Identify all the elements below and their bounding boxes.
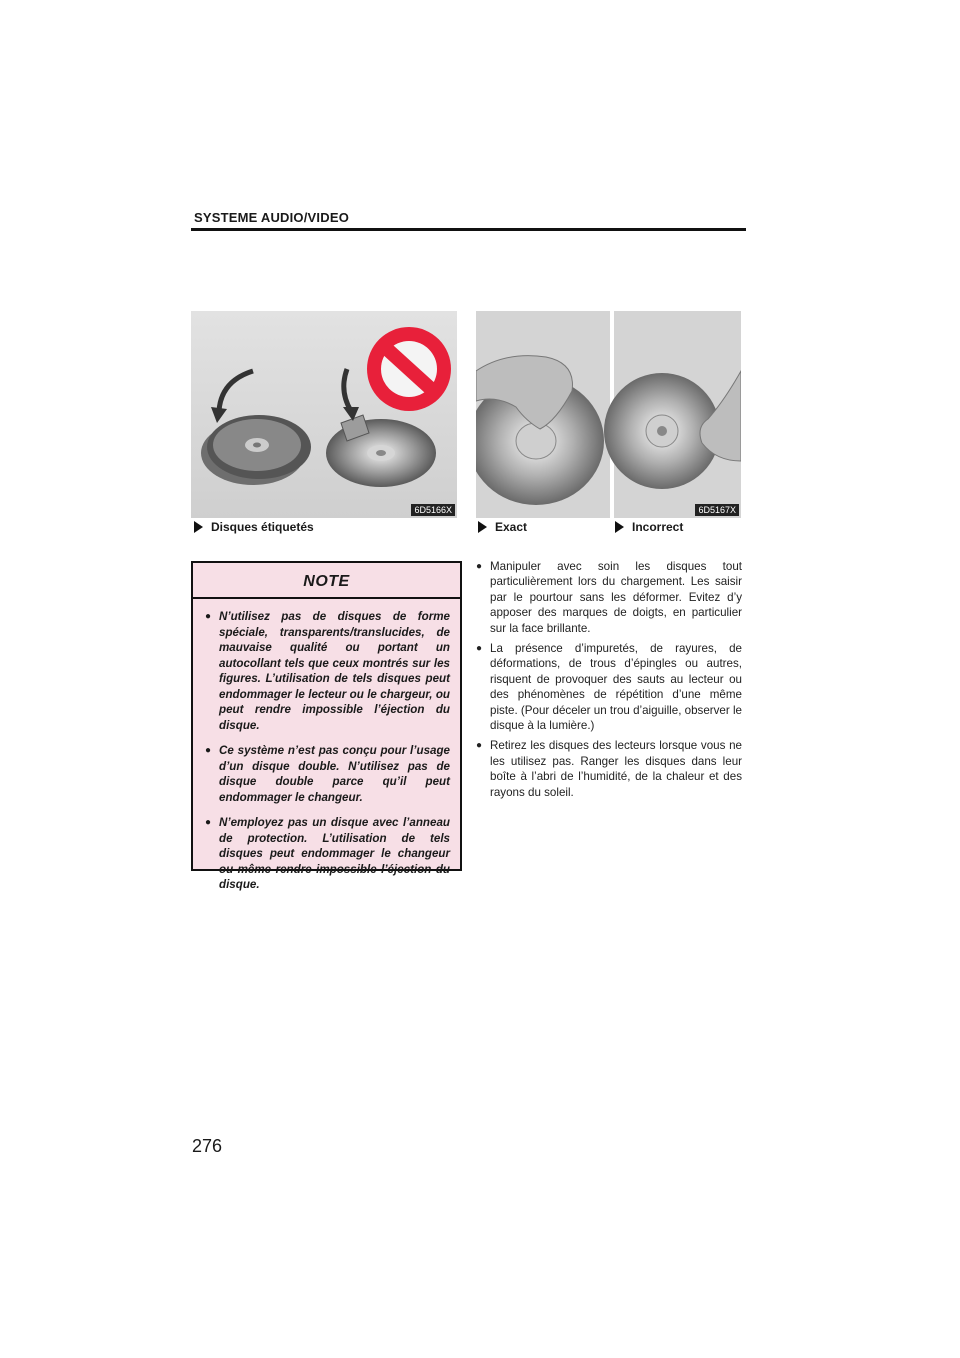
caption-labeled-discs-text: Disques étiquetés xyxy=(211,520,314,534)
triangle-bullet-icon xyxy=(615,521,624,533)
figure-labeled-discs xyxy=(191,311,457,518)
figure-disc-handling xyxy=(476,311,741,518)
note-box xyxy=(191,561,462,891)
note-item: ● N’utilisez pas de disques de forme spéciale, transparents/translucides, de mauvaise qualité ou portant un autocollant tels que ceux montrés sur les figures. L’utilisation de tels disques peut endommager le lecteur ou le chargeur, ou peut rendre impossible l’éjection du disque. xyxy=(205,609,450,733)
labeled-discs-illustration xyxy=(191,311,457,518)
note-item: ● N’employez pas un disque avec l’anneau de protection. L’utilisation de tels disques peut endommager le changeur ou même rendre impossible l’éjection du disque. xyxy=(205,815,450,893)
page-number: 276 xyxy=(192,1136,223,1156)
body-list xyxy=(476,559,742,805)
disc-handling-illustration xyxy=(476,311,741,518)
triangle-bullet-icon xyxy=(478,521,487,533)
body-item: ● Retirez les disques des lecteurs lorsque vous ne les utilisez pas. Ranger les disques dans leur boîte à l’abri de l’humidité, de la chaleur et des rayons du soleil. xyxy=(476,738,742,800)
caption-incorrect-text: Incorrect xyxy=(632,520,684,534)
header-rule xyxy=(191,228,746,231)
caption-exact-text: Exact xyxy=(495,520,528,534)
section-header-title: SYSTEME AUDIO/VIDEO xyxy=(194,210,350,225)
note-rule xyxy=(193,597,460,599)
note-item: ● Ce système n’est pas conçu pour l’usage d’un disque double. N’utilisez pas de disque double parce qu’il peut endommager le changeur. xyxy=(205,743,450,805)
caption-exact xyxy=(478,520,527,534)
caption-labeled-discs xyxy=(194,520,314,534)
note-title: NOTE xyxy=(303,573,350,590)
triangle-bullet-icon xyxy=(194,521,203,533)
figure-code-left: 6D5166X xyxy=(411,504,455,516)
body-item: ● Manipuler avec soin les disques tout particulièrement lors du chargement. Les saisir par le pourtour sans les déformer. Evitez d’y apposer des marques de doigts, en particulier sur la face brillante. xyxy=(476,559,742,636)
caption-incorrect xyxy=(615,520,683,534)
body-item: ● La présence d’impuretés, de rayures, de déformations, de trous d’épingles ou autres, risquent de provoquer des sauts au lecteur ou des phénomènes de répétition d’une même piste. (Pour déceler un trou d’aiguille, observer le disque à la lumière.) xyxy=(476,641,742,733)
figure-code-right: 6D5167X xyxy=(695,504,739,516)
note-list xyxy=(205,609,450,903)
